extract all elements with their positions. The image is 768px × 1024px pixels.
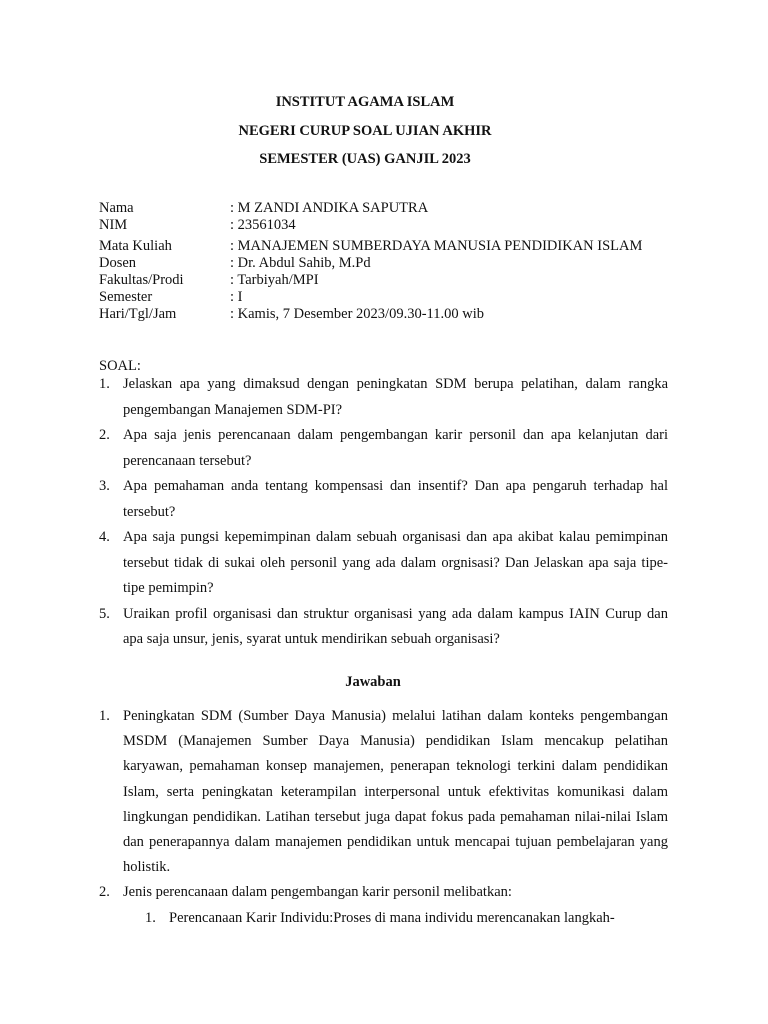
student-info <box>99 200 739 323</box>
info-label: Fakultas/Prodi <box>99 272 184 288</box>
info-value: : M ZANDI ANDIKA SAPUTRA <box>230 200 429 216</box>
question-number: 5. <box>99 605 110 622</box>
answer-item <box>99 704 668 880</box>
info-row-hari-tgl-jam <box>99 306 739 323</box>
info-value: : Kamis, 7 Desember 2023/09.30-11.00 wib <box>230 306 484 322</box>
question-text: Uraikan profil organisasi dan struktur organisasi yang ada dalam kampus IAIN Curup dan apa saja unsur, jenis, syarat untuk mendirikan sebuah organisasi? <box>123 605 668 647</box>
sub-answer-text: Perencanaan Karir Individu:Proses di mana individu merencanakan langkah- <box>169 909 615 926</box>
question-item <box>99 525 668 602</box>
info-row-dosen <box>99 255 739 272</box>
question-item <box>99 372 668 423</box>
header-line-3: SEMESTER (UAS) GANJIL 2023 <box>259 151 471 167</box>
info-value: : Dr. Abdul Sahib, M.Pd <box>230 255 371 271</box>
info-row-semester <box>99 289 739 306</box>
info-label: Hari/Tgl/Jam <box>99 306 177 322</box>
question-text: Apa saja pungsi kepemimpinan dalam sebuah organisasi dan apa akibat kalau pemimpinan tersebut tidak di sukai oleh personil yang ada dalam orgnisasi? Dan Jelaskan apa saja tipe-tipe pemimpin? <box>123 529 668 596</box>
info-row-nim <box>99 217 739 234</box>
info-label: Mata Kuliah <box>99 238 172 254</box>
info-value: : MANAJEMEN SUMBERDAYA MANUSIA PENDIDIKAN ISLAM <box>230 238 643 254</box>
question-text: Jelaskan apa yang dimaksud dengan peningkatan SDM berupa pelatihan, dalam rangka pengembangan Manajemen SDM-PI? <box>123 376 668 418</box>
sub-answer-item <box>99 906 668 931</box>
info-value: : Tarbiyah/MPI <box>230 272 319 288</box>
answer-list <box>99 704 668 931</box>
answer-number: 1. <box>99 708 110 724</box>
question-number: 3. <box>99 478 110 494</box>
info-row-mata-kuliah <box>99 238 739 255</box>
jawaban-heading: Jawaban <box>345 674 401 690</box>
answer-item <box>99 880 668 905</box>
question-number: 4. <box>99 529 110 545</box>
info-label: Nama <box>99 200 134 216</box>
info-label: Dosen <box>99 255 137 271</box>
header-line-1: INSTITUT AGAMA ISLAM <box>275 94 455 110</box>
answer-text: Peningkatan SDM (Sumber Daya Manusia) melalui latihan dalam konteks pengembangan MSDM (Manajemen Sumber Daya Manusia) pendidikan Islam mencakup pelatihan karyawan, pemahaman konsep manajemen, penerapan teknologi terkini dalam pendidikan Islam, serta peningkatan keterampilan interpersonal untuk efektivitas komunikasi dalam lingkungan pendidikan. Latihan tersebut juga dapat fokus pada pemahaman nilai-nilai Islam dan penerapannya dalam manajemen pendidikan untuk mencapai tujuan pembelajaran yang holistik. <box>123 708 668 876</box>
soal-heading: SOAL: <box>99 358 141 374</box>
question-item <box>99 474 668 525</box>
info-label: NIM <box>99 217 128 233</box>
info-label: Semester <box>99 289 153 305</box>
document-header <box>0 88 730 174</box>
question-number: 2. <box>99 427 110 443</box>
question-list <box>99 372 668 653</box>
answer-number: 2. <box>99 884 110 901</box>
question-text: Apa pemahaman anda tentang kompensasi dan insentif? Dan apa pengaruh terhadap hal tersebut? <box>123 478 668 520</box>
header-line-2: NEGERI CURUP SOAL UJIAN AKHIR <box>238 122 492 139</box>
question-item <box>99 602 668 653</box>
question-text: Apa saja jenis perencanaan dalam pengembangan karir personil dan apa kelanjutan dari perencanaan tersebut? <box>123 427 668 469</box>
info-row-nama <box>99 200 739 217</box>
question-item <box>99 423 668 474</box>
sub-answer-number: 1. <box>145 909 156 926</box>
info-value: : 23561034 <box>230 217 296 233</box>
question-number: 1. <box>99 376 110 392</box>
info-value: : I <box>230 289 243 305</box>
answer-text: Jenis perencanaan dalam pengembangan karir personil melibatkan: <box>123 884 512 901</box>
info-row-fakultas <box>99 272 739 289</box>
